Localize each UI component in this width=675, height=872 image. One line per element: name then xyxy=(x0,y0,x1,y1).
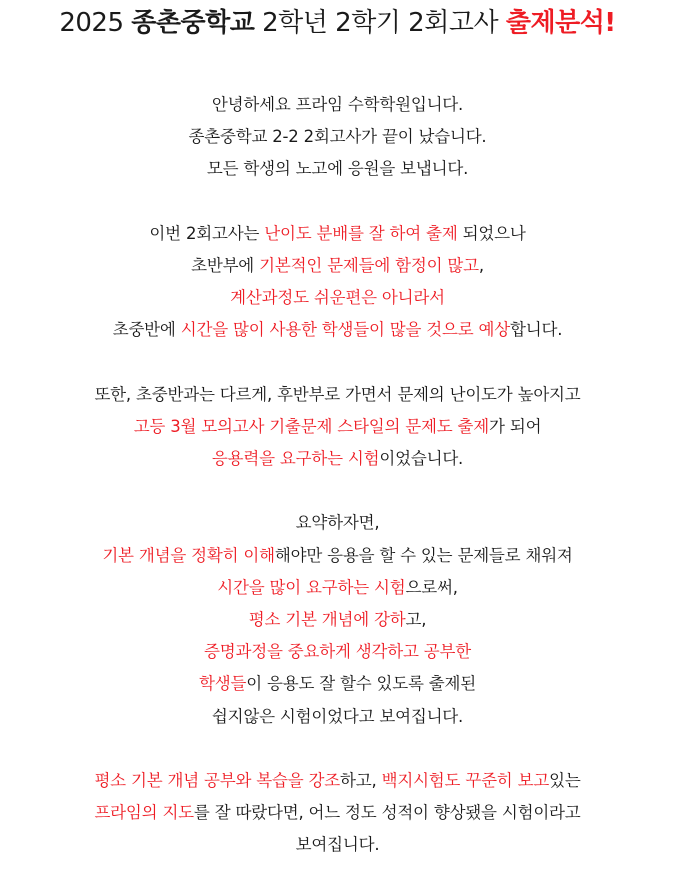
text-segment: 안녕하세요 프라임 수학학원입니다. xyxy=(211,95,464,114)
text-segment: 으로써, xyxy=(405,577,458,597)
text-segment: 가 되어 xyxy=(489,416,542,436)
text-segment: 이번 2회고사는 xyxy=(149,223,265,243)
highlighted-text: 기본 개념을 정확히 이해 xyxy=(102,545,275,565)
highlighted-text: 평소 기본 개념 공부와 복습을 강조 xyxy=(94,770,341,790)
highlighted-text: 고등 3월 모의고사 기출문제 스타일의 문제도 출제 xyxy=(133,416,490,436)
text-line xyxy=(0,121,675,153)
text-line xyxy=(0,89,675,121)
text-segment: 하고, xyxy=(340,770,382,790)
text-line xyxy=(0,540,675,572)
text-line xyxy=(0,636,675,668)
text-segment: 합니다. xyxy=(510,320,563,340)
highlighted-text: 시간을 많이 요구하는 시험 xyxy=(217,577,406,597)
text-line xyxy=(0,572,675,604)
text-segment: 이었습니다. xyxy=(379,449,464,469)
title-prefix: 2025 xyxy=(59,8,132,38)
text-segment: 를 잘 따랐다면, 어느 정도 성적이 향상됐을 시험이라고 xyxy=(193,803,581,823)
analysis-body xyxy=(0,89,675,862)
text-line xyxy=(0,507,675,539)
text-line xyxy=(0,379,675,411)
highlighted-text: 백지시험도 꾸준히 보고 xyxy=(381,770,550,790)
text-segment: 고, xyxy=(405,610,427,629)
text-segment: 보여집니다. xyxy=(295,835,380,855)
text-line xyxy=(0,829,675,861)
text-line xyxy=(0,153,675,185)
highlighted-text: 프라임의 지도 xyxy=(94,803,194,823)
title-school: 종촌중학교 xyxy=(131,8,255,38)
text-segment: 초반부에 xyxy=(191,255,260,275)
text-line xyxy=(0,668,675,700)
text-line xyxy=(0,797,675,829)
text-line xyxy=(0,282,675,314)
highlighted-text: 시간을 많이 사용한 학생들이 많을 것으로 예상 xyxy=(180,320,511,340)
highlighted-text: 난이도 분배를 잘 하여 출제 xyxy=(264,223,458,243)
text-line xyxy=(0,443,675,475)
text-segment: 쉽지않은 시험이었다고 보여집니다. xyxy=(211,706,464,726)
text-line xyxy=(0,218,675,250)
highlighted-text: 증명과정을 중요하게 생각하고 공부한 xyxy=(204,642,471,662)
blank-line xyxy=(0,733,675,765)
text-segment: 이 응용도 잘 할수 있도록 출제된 xyxy=(246,674,477,694)
highlighted-text: 평소 기본 개념에 강하 xyxy=(248,610,406,629)
text-segment: 해야만 응용을 할 수 있는 문제들로 채워져 xyxy=(274,545,573,565)
title-highlight: 출제분석! xyxy=(505,8,616,38)
text-line xyxy=(0,765,675,797)
text-line xyxy=(0,250,675,282)
blank-line xyxy=(0,347,675,379)
text-segment: 또한, 초중반과는 다르게, 후반부로 가면서 문제의 난이도가 높아지고 xyxy=(94,384,581,404)
highlighted-text: 계산과정도 쉬운편은 아니라서 xyxy=(230,288,445,308)
blank-line xyxy=(0,186,675,218)
text-segment: 종촌중학교 2-2 2회고사가 끝이 났습니다. xyxy=(188,127,487,147)
text-line xyxy=(0,604,675,636)
text-segment: 되었으나 xyxy=(457,223,526,243)
page-title xyxy=(0,6,675,40)
highlighted-text: 기본적인 문제들에 함정이 많고 xyxy=(259,255,479,275)
text-segment: 초중반에 xyxy=(112,320,181,340)
text-segment: 요약하자면, xyxy=(295,513,380,533)
text-segment: , xyxy=(478,255,484,275)
title-middle: 2학년 2학기 2회고사 xyxy=(254,8,506,38)
highlighted-text: 학생들 xyxy=(198,674,247,694)
text-segment: 있는 xyxy=(549,770,581,790)
text-line xyxy=(0,411,675,443)
text-line xyxy=(0,701,675,733)
text-segment: 모든 학생의 노고에 응원을 보냅니다. xyxy=(206,159,469,179)
text-line xyxy=(0,314,675,346)
highlighted-text: 응용력을 요구하는 시험 xyxy=(211,449,380,469)
blank-line xyxy=(0,475,675,507)
